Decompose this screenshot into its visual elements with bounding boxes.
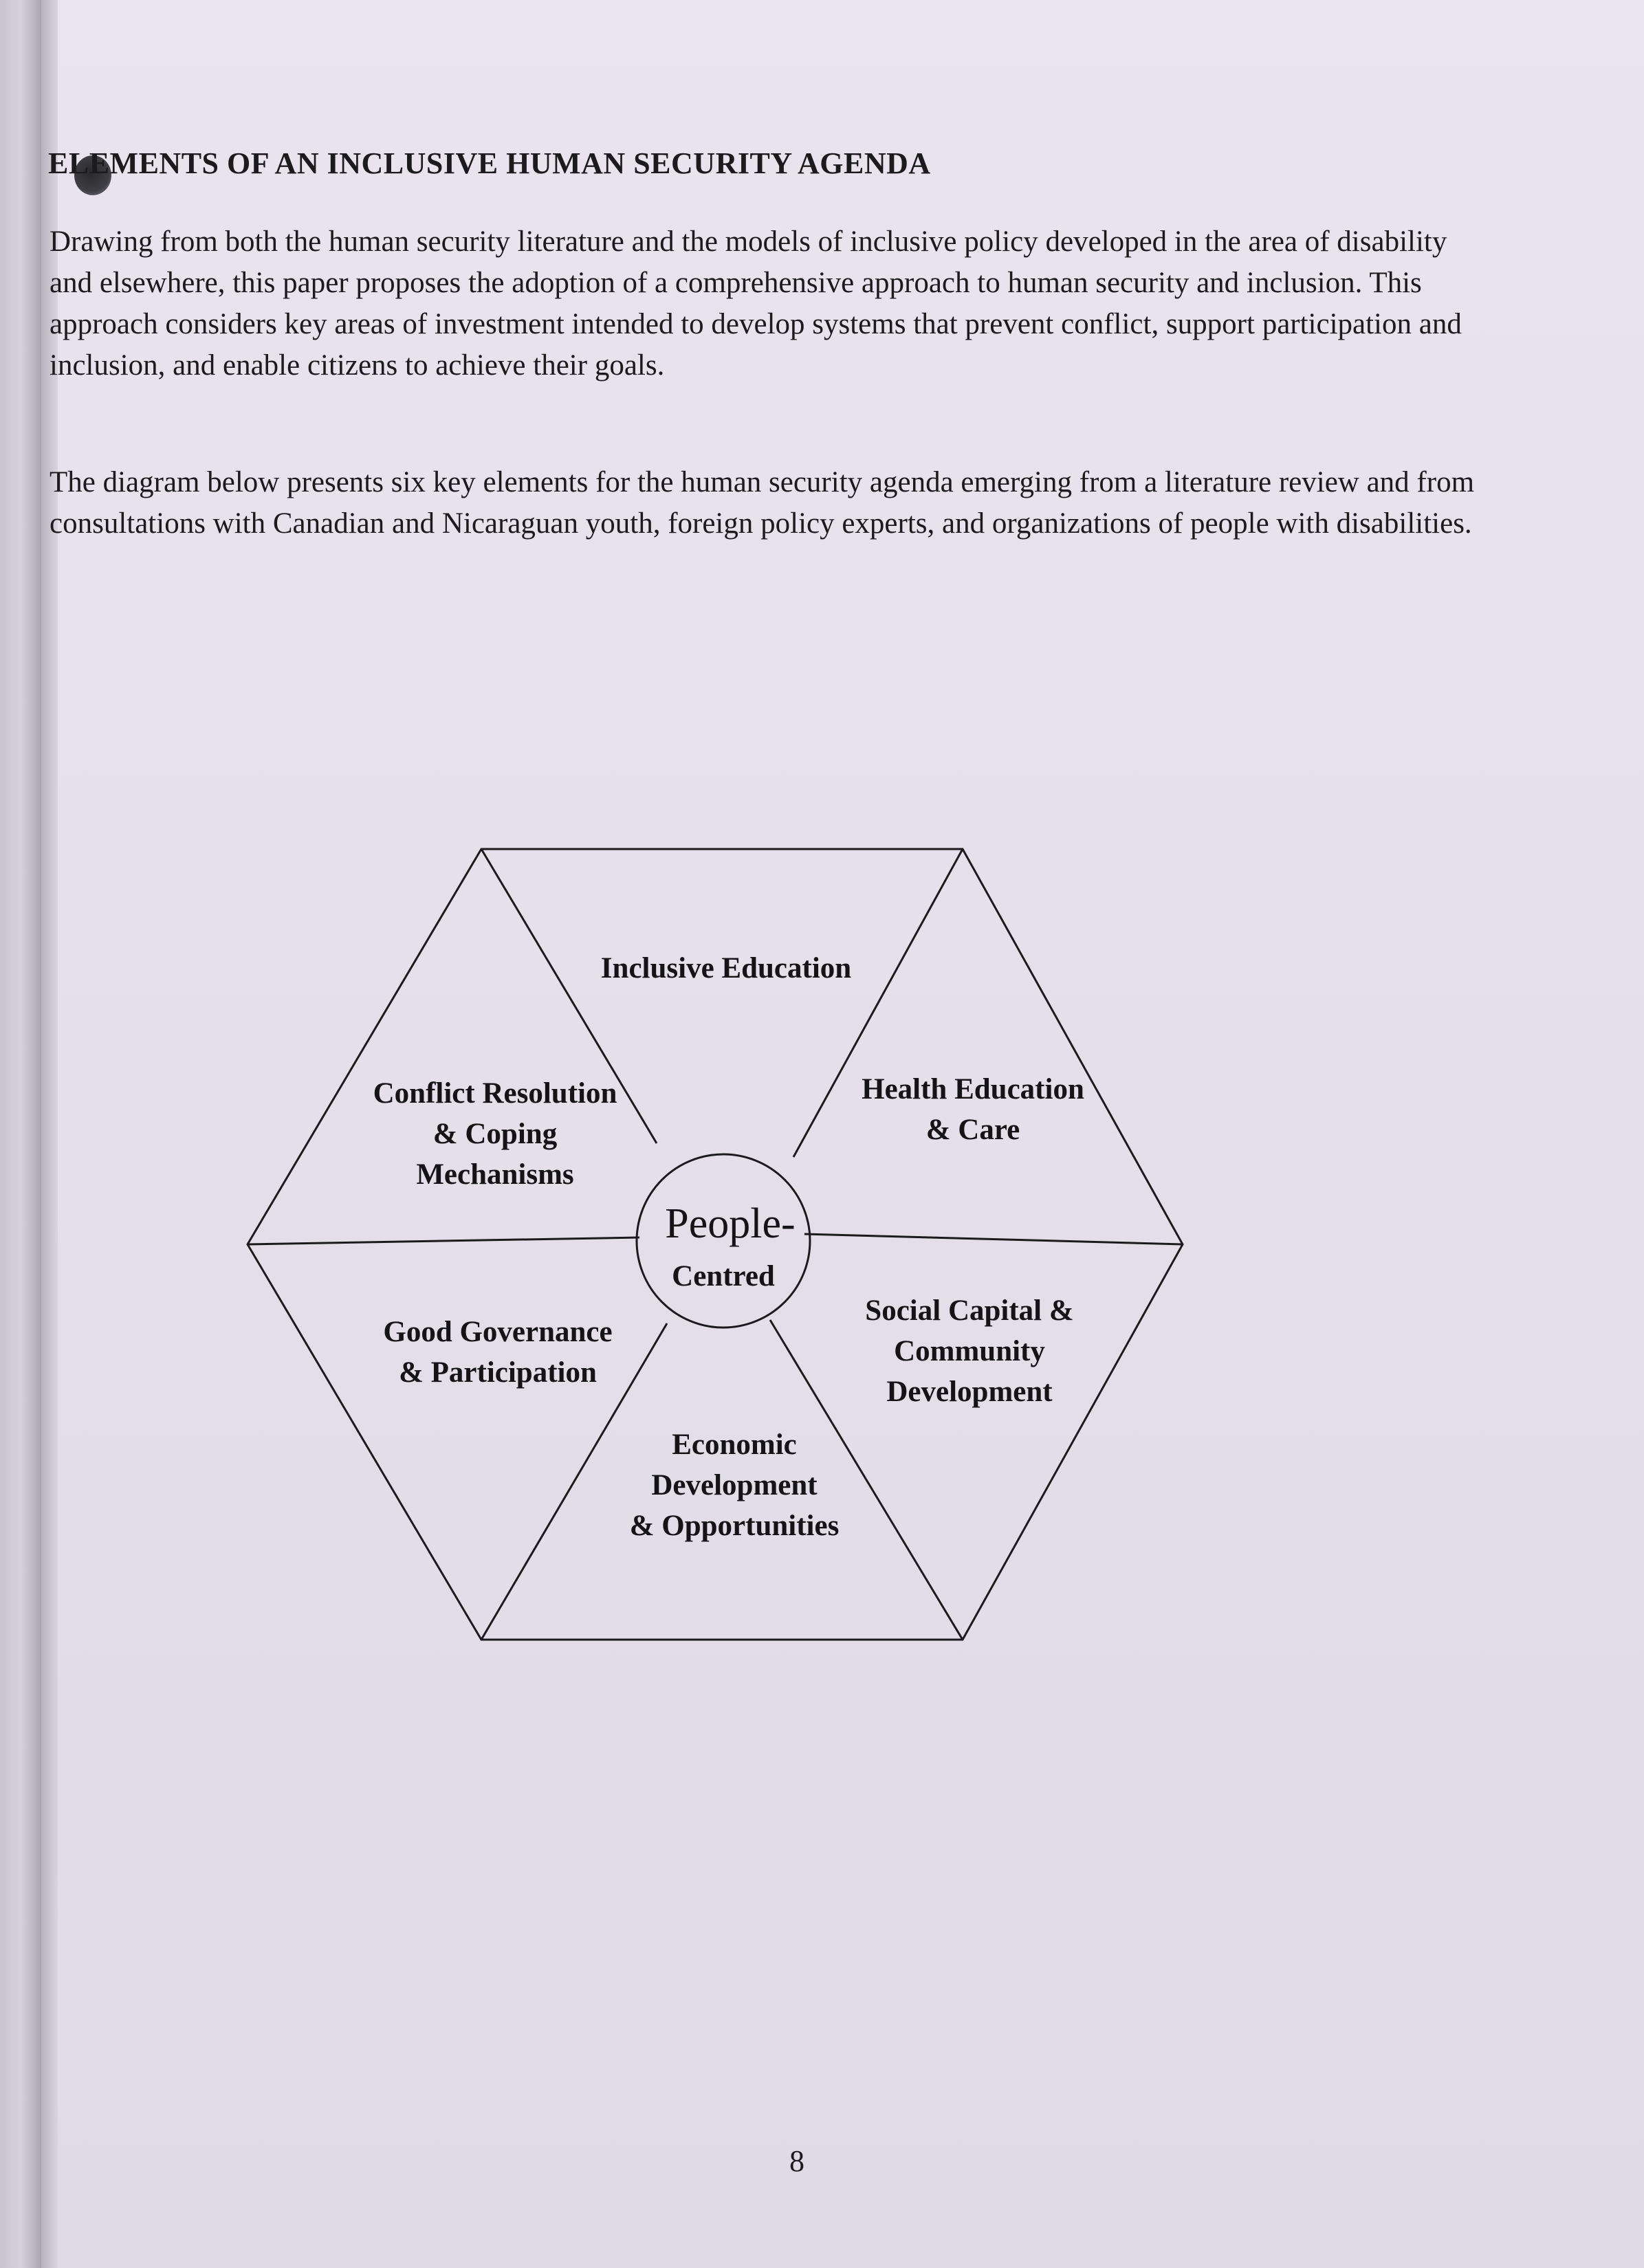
element-upper-right-line1: Health Education <box>862 1073 1084 1105</box>
center-label-line1: People- <box>665 1200 796 1247</box>
page-number: 8 <box>789 2144 804 2178</box>
center-label-line2: Centred <box>672 1260 775 1292</box>
element-lower-left-line2: & Participation <box>399 1356 597 1389</box>
spoke-right <box>804 1234 1183 1244</box>
human-security-diagram <box>234 839 1224 1787</box>
section-heading: ELEMENTS OF AN INCLUSIVE HUMAN SECURITY AGENDA <box>48 146 931 180</box>
element-top-line1: Inclusive Education <box>600 952 852 984</box>
page-binding <box>0 0 41 2268</box>
element-upper-right-line2: & Care <box>925 1114 1020 1146</box>
element-bottom-line3: & Opportunities <box>629 1510 840 1542</box>
intro-paragraph: Drawing from both the human security literature and the models of inclusive policy developed in the area of disability and elsewhere, this paper proposes the adoption of a comprehensive approach to human security and inclusion. This approach considers key areas of investment intended to develop systems that prevent conflict, support participation and inclusion, and enable citizens to achieve their goals. <box>50 225 1462 382</box>
element-lower-right-line3: Development <box>886 1376 1053 1408</box>
spoke-left <box>248 1237 639 1244</box>
spoke-top-right <box>793 849 963 1157</box>
element-upper-left-line1: Conflict Resolution <box>373 1077 617 1110</box>
element-lower-left-line1: Good Governance <box>383 1316 613 1348</box>
element-upper-left-line2: & Coping <box>432 1118 558 1150</box>
element-bottom-line1: Economic <box>672 1429 797 1461</box>
element-upper-left-line3: Mechanisms <box>416 1158 574 1191</box>
element-bottom-line2: Development <box>651 1469 818 1501</box>
diagram-intro-paragraph: The diagram below presents six key elements for the human security agenda emerging from a literature review and from consultations with Canadian and Nicaraguan youth, foreign policy experts, and organizations of people with disabilities. <box>50 466 1475 540</box>
element-lower-right-line1: Social Capital & <box>865 1295 1074 1327</box>
element-lower-right-line2: Community <box>894 1335 1045 1367</box>
